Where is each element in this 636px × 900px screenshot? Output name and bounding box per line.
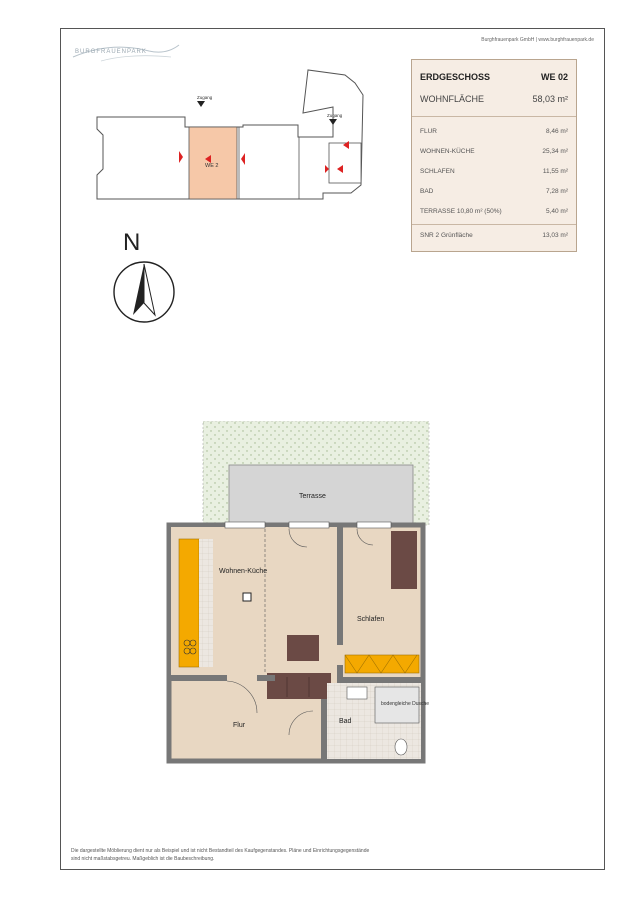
living-area-label: WOHNFLÄCHE [420,94,485,104]
disclaimer-line-2: sind nicht maßstabsgetreu. Maßgeblich ist die Baubeschreibung. [71,856,215,862]
shower-label: bodengleiche Dusche [381,701,430,707]
floor-plan [161,421,441,769]
unit-label: WE 2 [205,163,219,169]
terrace-label: Terrasse [299,493,326,500]
plan-sheet [60,28,605,870]
disclaimer-line-1: Die dargestellte Möblierung dient nur als Beispiel und ist nicht Bestandteil des Kaufgegenstandes. Pläne und Einrichtungsgegenstände [71,848,370,854]
room-area: 7,28 m² [545,188,568,195]
room-area: 25,34 m² [542,148,568,155]
unit-number: WE 02 [540,72,568,82]
room-name: FLUR [420,128,437,135]
room-name: TERRASSE 10,80 m² (50%) [420,208,502,215]
room-name: BAD [420,188,434,195]
access-label-2: Zugang [327,113,343,118]
dining-table [287,635,319,661]
company-info: Burghfrauenpark GmbH | www.burghfrauenpark.de [481,37,594,43]
floor-name: ERDGESCHOSS [420,72,491,82]
room-area: 8,46 m² [545,128,568,135]
room-name: SCHLAFEN [420,168,455,175]
north-label: N [123,229,141,256]
north-compass [111,229,177,325]
living-area-value: 58,03 m² [532,94,568,104]
extra-area-name: SNR 2 Grünfläche [420,232,473,239]
wardrobe [345,655,419,673]
area-info-panel [411,59,577,252]
sofa [267,673,331,699]
logo-text: BURGFRAUENPARK [75,49,147,55]
disclaimer [71,847,491,863]
sleep-label: Schlafen [357,616,385,623]
bath-label: Bad [339,718,352,725]
hall-label: Flur [233,722,246,729]
room-name: WOHNEN-KÜCHE [420,148,475,155]
room-area: 5,40 m² [545,208,568,215]
site-plan [93,65,393,215]
living-label: Wohnen-Küche [219,568,268,575]
room-area: 11,55 m² [542,168,568,175]
access-label-1: Zugang [197,95,213,100]
kitchen-counter [179,539,199,667]
bed [391,531,417,589]
extra-area-value: 13,03 m² [542,232,568,239]
